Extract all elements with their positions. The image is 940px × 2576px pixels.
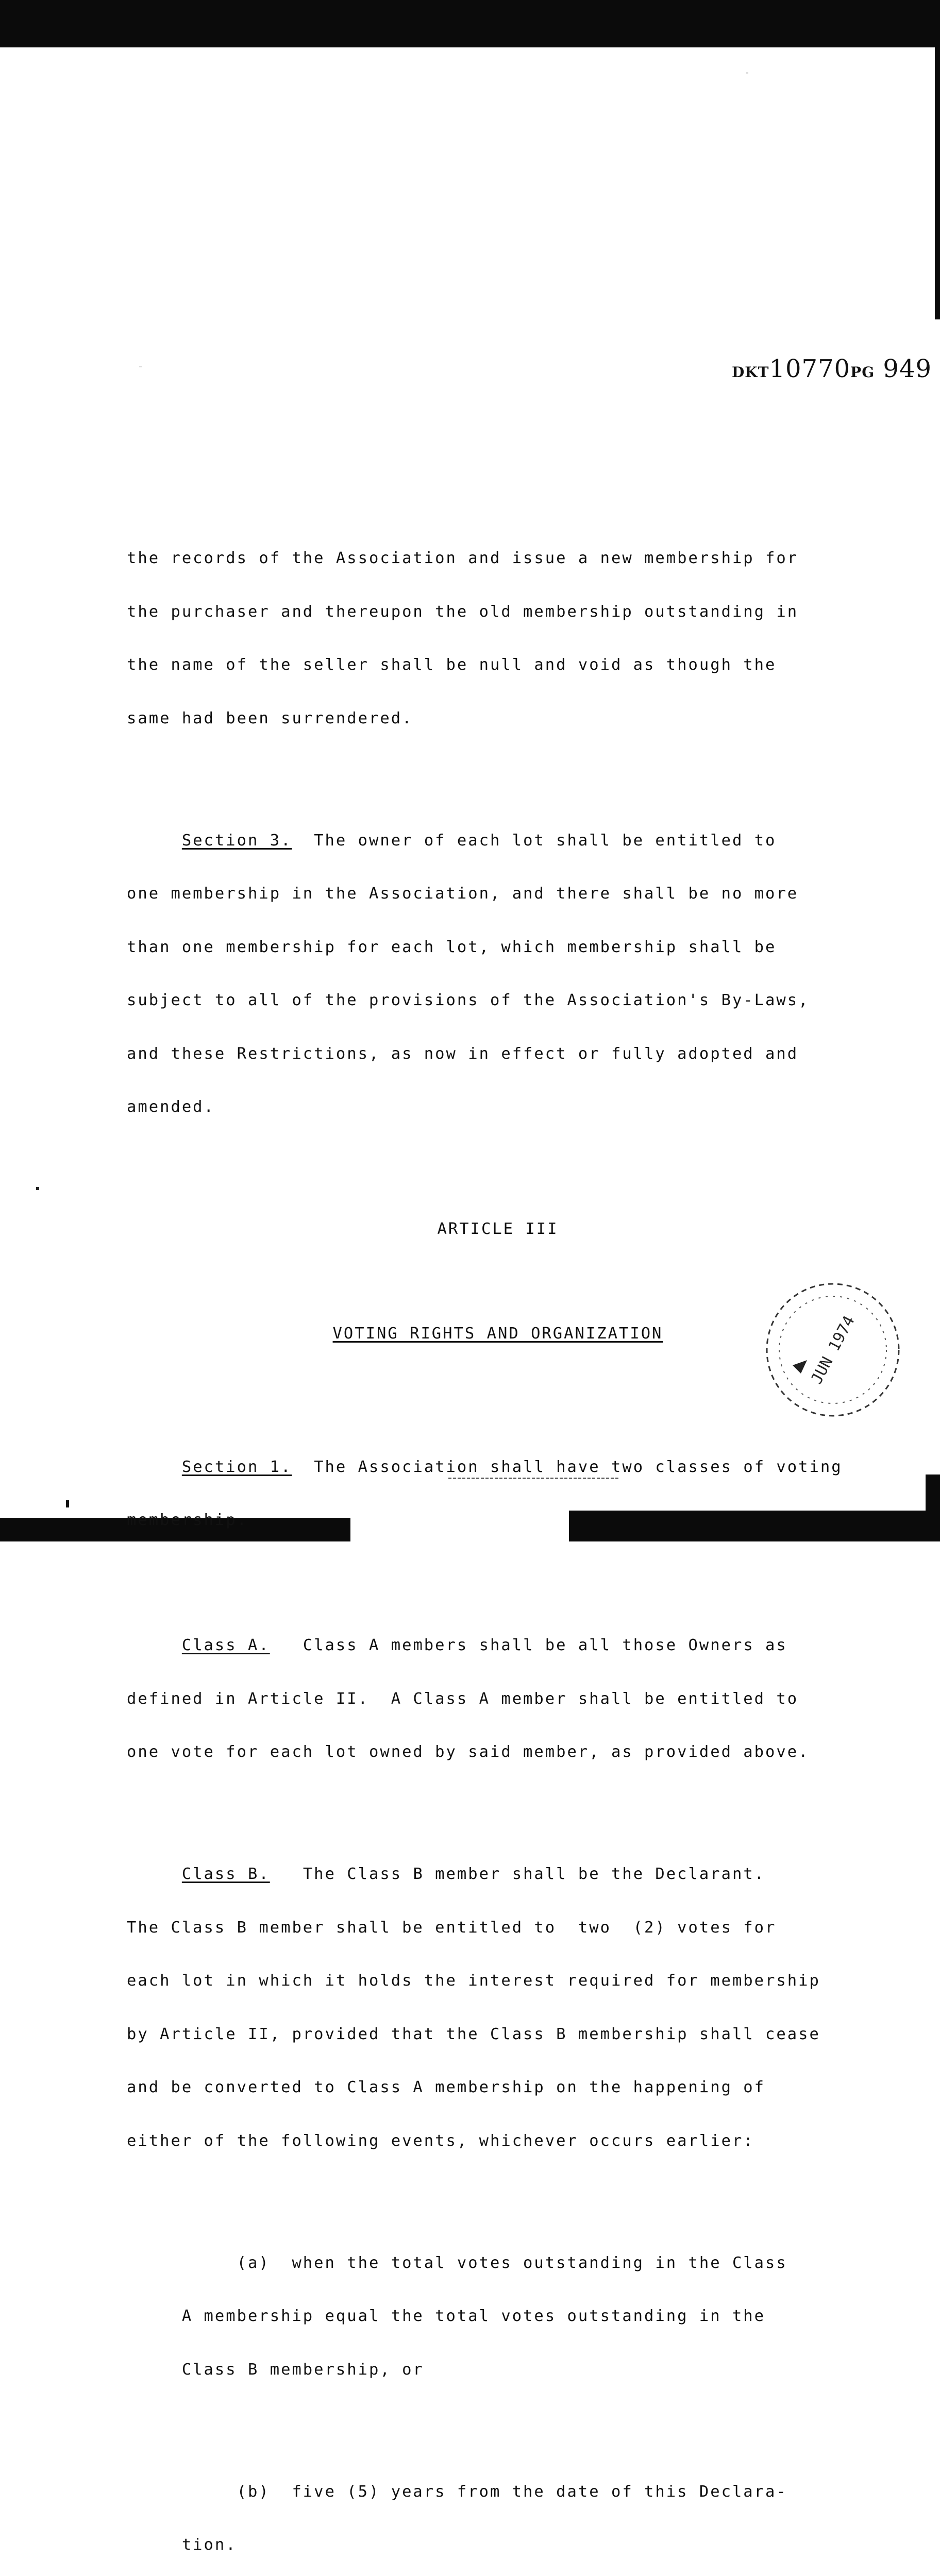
text-line: the purchaser and thereupon the old membership outstanding in	[127, 602, 799, 621]
text-line: and be converted to Class A membership on the happening of	[127, 2078, 766, 2096]
text-line: one membership in the Association, and there shall be no more	[127, 885, 799, 903]
scan-border-top	[0, 0, 940, 47]
text-line: subject to all of the provisions of the Association's By-Laws,	[127, 991, 810, 1009]
scan-speck	[746, 72, 748, 74]
article-subtitle: VOTING RIGHTS AND ORGANIZATION	[332, 1324, 663, 1343]
text-line: and these Restrictions, as now in effect or fully adopted and	[127, 1044, 799, 1063]
scan-border-right	[935, 0, 940, 319]
recording-stamp-seal	[757, 1278, 906, 1422]
text-line: membership.	[127, 1511, 248, 1529]
text-line: the records of the Association and issue a new membership for	[127, 549, 799, 567]
scan-speck	[139, 366, 142, 367]
text-line: by Article II, provided that the Class B membership shall cease	[127, 2025, 820, 2043]
list-item-b-first-line: (b) five (5) years from the date of this Declara-	[127, 2482, 787, 2501]
page-number: 949	[883, 354, 932, 383]
document-body	[127, 514, 869, 2576]
book-number: 10770	[769, 354, 851, 383]
scan-speck	[66, 1500, 69, 1507]
text-line: A membership equal the total votes outstanding in the	[127, 2307, 766, 2325]
section-3-heading: Section 3.	[181, 831, 292, 850]
section-1-first-line: Section 1. The Association shall have two classes of voting	[181, 1458, 843, 1476]
text-line: Class B membership, or	[127, 2360, 424, 2379]
text-line: same had been surrendered.	[127, 709, 413, 727]
text-line: the name of the seller shall be null and void as though the	[127, 656, 777, 674]
class-b-first-line: Class B. The Class B member shall be the Declarant.	[181, 1865, 766, 1883]
class-a-first-line: Class A. Class A members shall be all those Owners as	[181, 1636, 787, 1654]
book-prefix: DKT	[732, 364, 769, 381]
text-line: defined in Article II. A Class A member shall be entitled to	[127, 1689, 799, 1708]
class-b-heading: Class B.	[181, 1865, 270, 1883]
scan-mark	[448, 1478, 618, 1481]
page-prefix: PG	[850, 364, 875, 381]
section-1-heading: Section 1.	[181, 1458, 292, 1476]
text-line: tion.	[127, 2536, 237, 2554]
class-a-heading: Class A.	[181, 1636, 270, 1654]
book-page-reference	[732, 354, 932, 383]
scan-border-bottom-right-edge	[926, 1475, 940, 1541]
text-line: than one membership for each lot, which membership shall be	[127, 938, 777, 956]
scan-speck	[36, 1187, 39, 1190]
text-line: The Class B member shall be entitled to two (2) votes for	[127, 1918, 777, 1937]
section-3-first-line: Section 3. The owner of each lot shall be entitled to	[181, 831, 777, 850]
article-title: ARTICLE III	[437, 1220, 559, 1238]
text-line: either of the following events, whichever occurs earlier:	[127, 2131, 754, 2150]
stamp-date-text: JUN 1974	[808, 1313, 859, 1387]
text-line: each lot in which it holds the interest required for membership	[127, 1972, 820, 1990]
text-line: amended.	[127, 1098, 215, 1116]
list-item-a-first-line: (a) when the total votes outstanding in the Class	[127, 2253, 787, 2272]
text-line: one vote for each lot owned by said member, as provided above.	[127, 1743, 810, 1761]
